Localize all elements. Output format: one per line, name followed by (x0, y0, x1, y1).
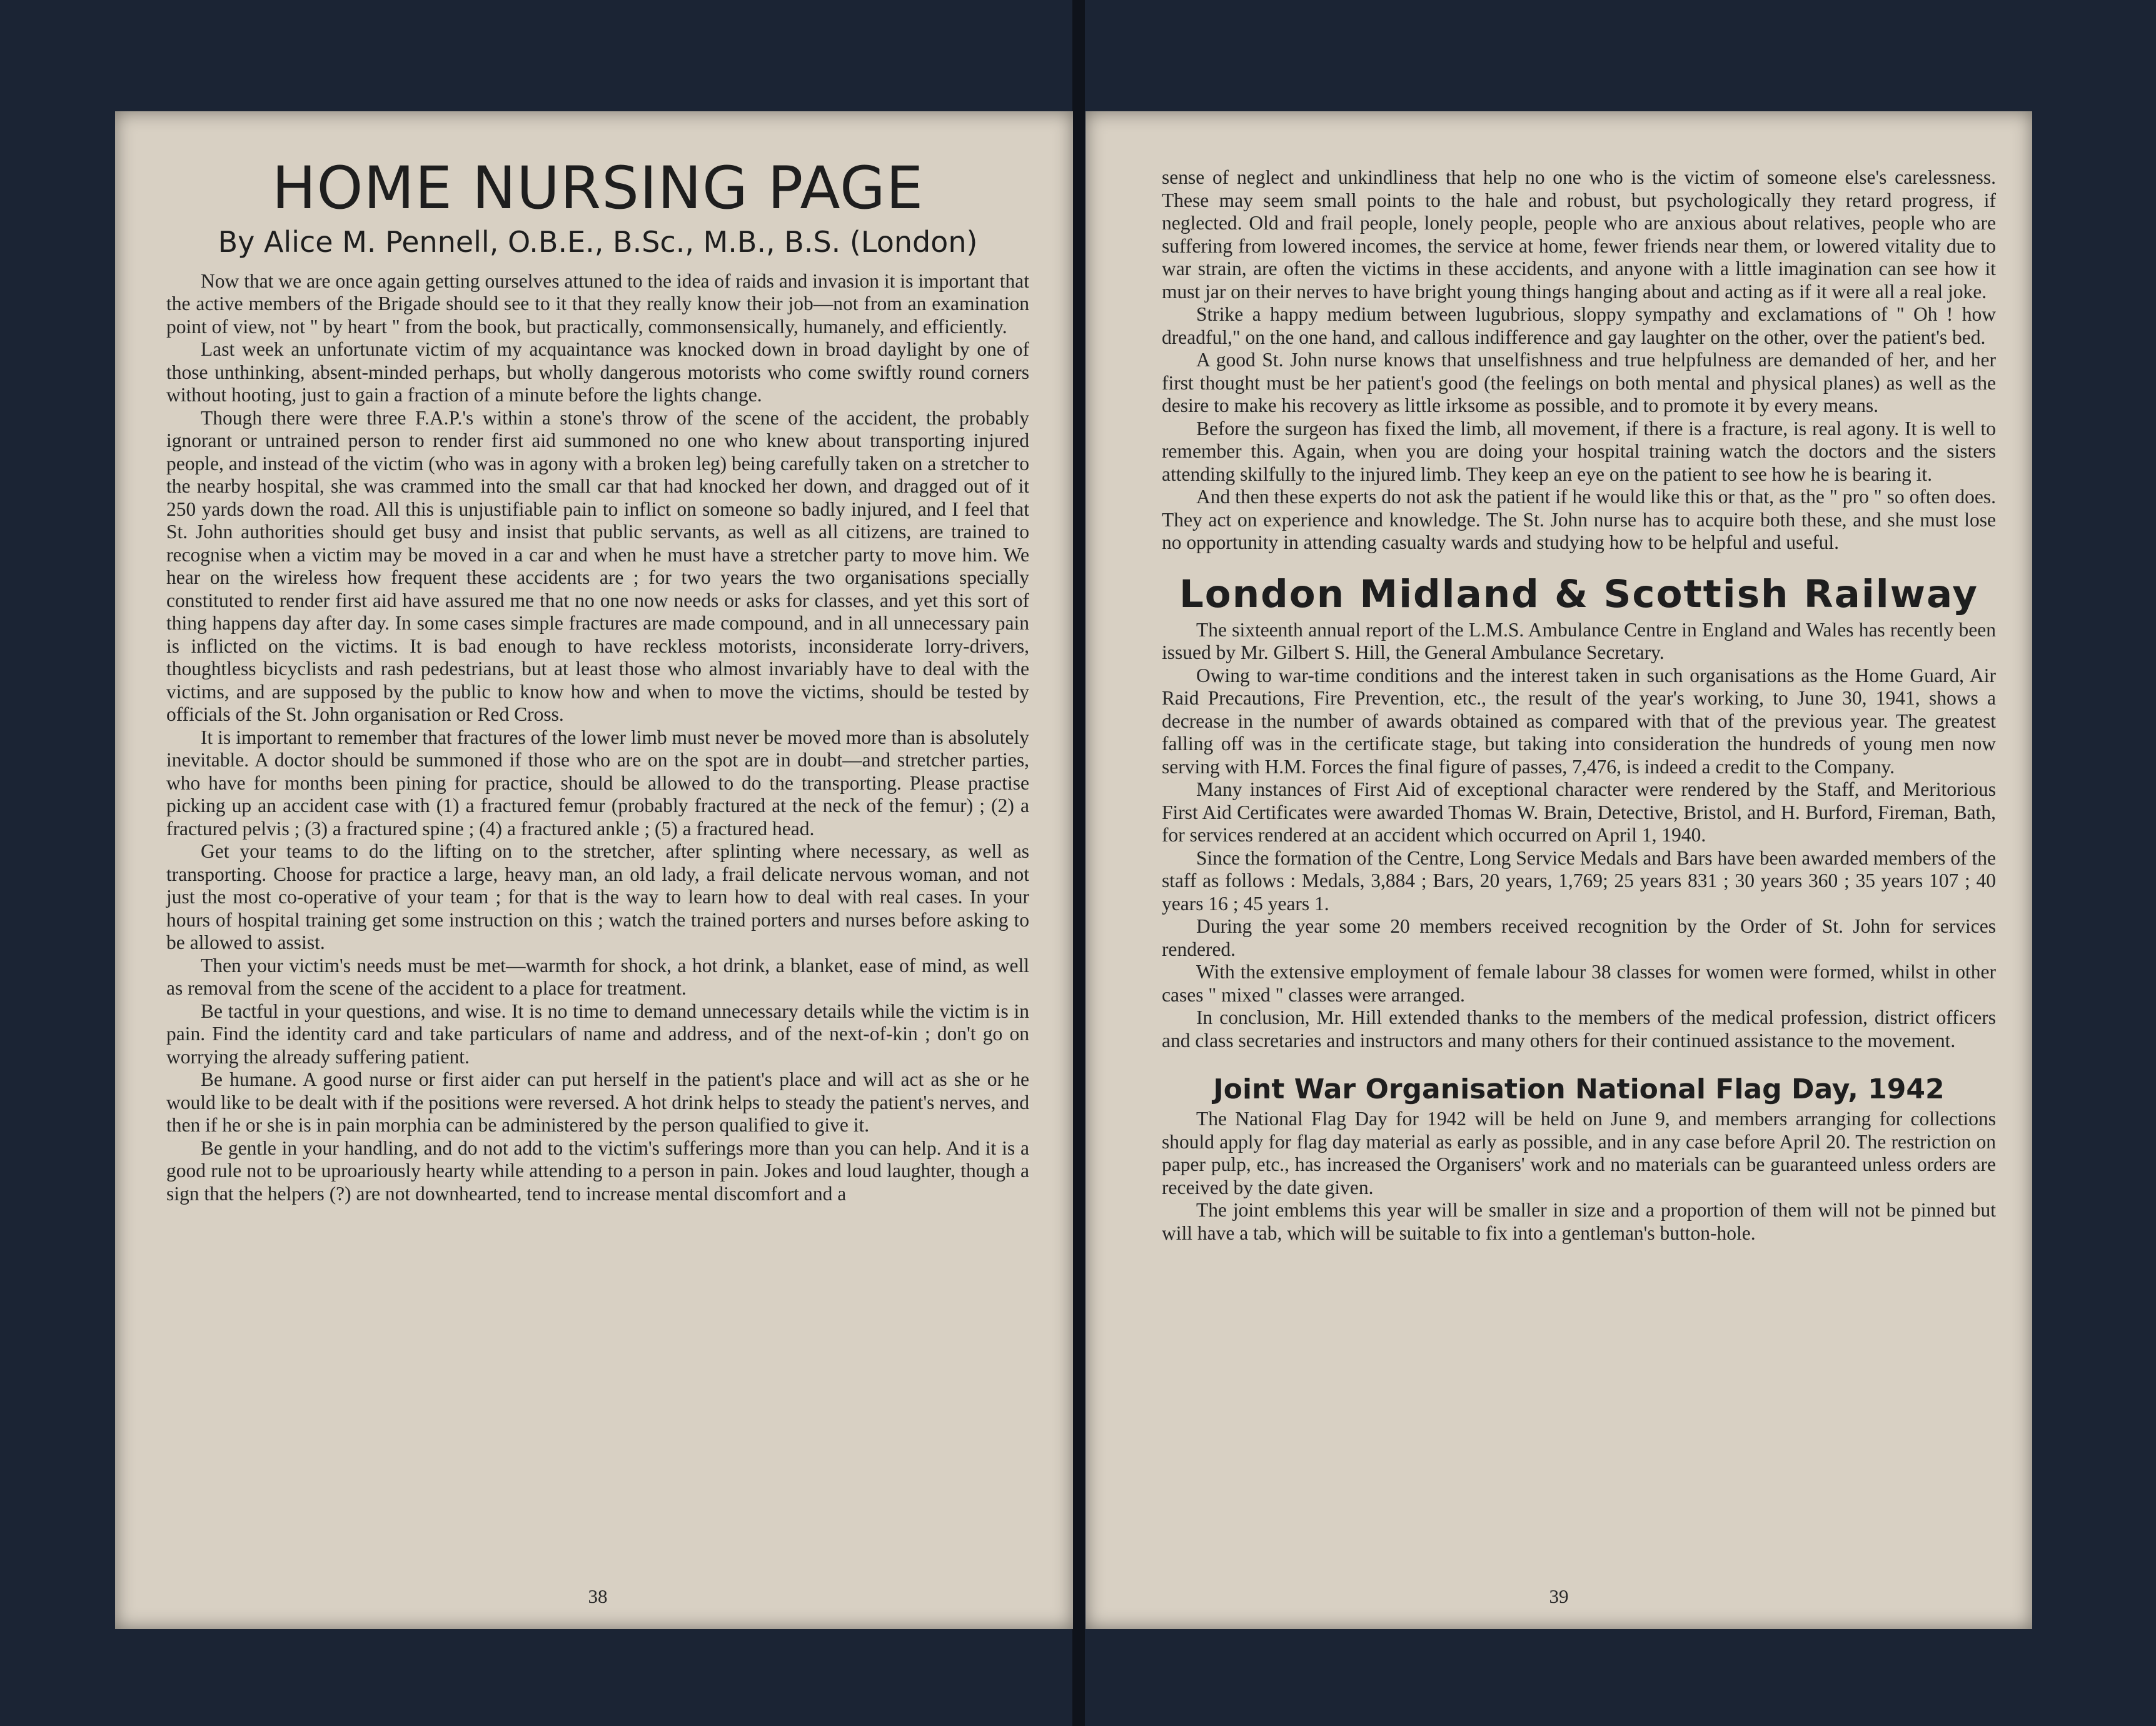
paragraph: With the extensive employment of female labour 38 classes for women were formed, whilst in other cases " mixed " classes were arranged. (1162, 961, 1996, 1006)
paragraph: Owing to war-time conditions and the interest taken in such organisations as the Home Guard, Air Raid Precautions, Fire Prevention, etc., the result of the year's working, to June 30, 1941, shows a decrease in the number of awards obtained as compared with that of the previous year. The greatest falling off was in the certificate stage, but taking into consideration the hundreds of young men now serving with H.M. Forces the final figure of passes, 7,476, is indeed a credit to the Company. (1162, 664, 1996, 778)
paragraph: Since the formation of the Centre, Long Service Medals and Bars have been awarded members of the staff as follows : Medals, 3,884 ; Bars, 20 years, 1,769; 25 years 831 ; 30 years 360 ; 35 years 107 ; 40 years 16 ; 45 years 1. (1162, 846, 1996, 915)
paragraph: A good St. John nurse knows that unselfishness and true helpfulness are demanded of her, and her first thought must be her patient's good (the feelings on both mental and physical planes) as well as the desire to make his recovery as little irksome as possible, and to promote it by every means. (1162, 349, 1996, 416)
paragraph: The sixteenth annual report of the L.M.S. Ambulance Centre in England and Wales has recently been issued by Mr. Gilbert S. Hill, the General Ambulance Secretary. (1162, 618, 1996, 663)
left-page (115, 111, 1073, 1629)
lms-heading: London Midland & Scottish Railway (1179, 571, 1979, 616)
left-column (166, 270, 1029, 1206)
book-spine (1072, 0, 1085, 1726)
paragraph: Before the surgeon has fixed the limb, all movement, if there is a fracture, is real agony. It is well to remember this. Again, when you are doing your hospital training watch the doctors and the sisters attending skilfully to the injured limb. They keep an eye on the patient to see how he is bearing it. (1162, 417, 1996, 485)
right-column (1162, 166, 1996, 1245)
page-number: 38 (588, 1585, 608, 1607)
paragraph: sense of neglect and unkindliness that help no one who is the victim of someone else's carelessness. These may seem small points to the hale and robust, but psychologically they retard progress, if neglected. Old and frail people, lonely people, people who are anxious about relatives, people who are suffering from lowered incomes, the service at home, fewer friends near them, or lowered vitality due to war strain, are often the victims in these accidents, and anyone with a little imagination can see how it must jar on their nerves to have bright young things hanging about and acting as if it were all a real joke. (1162, 166, 1996, 303)
paragraph: During the year some 20 members received recognition by the Order of St. John for services rendered. (1162, 915, 1996, 960)
paragraph: Many instances of First Aid of exceptional character were rendered by the Staff, and Meritorious First Aid Certificates were awarded Thomas W. Brain, Detective, Bristol, and H. Burford, Fireman, Bath, for services rendered at an accident which occurred on April 1, 1940. (1162, 778, 1996, 846)
paragraph: Now that we are once again getting ourselves attuned to the idea of raids and invasion it is important that the active members of the Brigade should see to it that they really know their job—not from an examination point of view, not " by heart " from the book, but practically, commonsensically, humanely, and efficiently. (166, 269, 1029, 338)
paragraph: Get your teams to do the lifting on to the stretcher, after splinting where necessary, as well as transporting. Choose for practice a large, heavy man, an old lady, a frail delicate nervous woman, and not just the most co-operative of your team ; for that is the way to learn how to deal with real cases. In your hours of hospital training get some instruction on this ; watch the trained porters and nurses before asking to be allowed to assist. (166, 840, 1029, 954)
flag-day-heading: Joint War Organisation National Flag Day, 1942 (1213, 1073, 1945, 1105)
paragraph: Be gentle in your handling, and do not add to the victim's sufferings more than you can help. And it is a good rule not to be uproariously hearty while attending to a person in pain. Jokes and loud laughter, though a sign that the helpers (?) are not downhearted, tend to increase mental discomfort and a (166, 1136, 1029, 1205)
page-title: HOME NURSING PAGE (271, 154, 924, 223)
paragraph: Then your victim's needs must be met—warmth for shock, a hot drink, a blanket, ease of mind, as well as removal from the scene of the accident to a place for treatment. (166, 954, 1029, 1000)
byline: By Alice M. Pennell, O.B.E., B.Sc., M.B., B.S. (London) (218, 224, 978, 259)
paragraph: The National Flag Day for 1942 will be held on June 9, and members arranging for collections should apply for flag day material as early as possible, and in any case before April 20. The restriction on paper pulp, etc., has increased the Organisers' work and no materials can be guaranteed unless orders are received by the date given. (1162, 1108, 1996, 1198)
paragraph: Strike a happy medium between lugubrious, sloppy sympathy and exclamations of " Oh ! how dreadful," on the one hand, and callous indifference and gay laughter on the other, over the patient's bed. (1162, 303, 1996, 348)
page-number: 39 (1549, 1585, 1569, 1607)
paragraph: Be tactful in your questions, and wise. It is no time to demand unnecessary details while the victim is in pain. Find the identity card and take particulars of name and address, and of the next-of-kin ; don't go on worrying the already suffering patient. (166, 1000, 1029, 1068)
paragraph: Be humane. A good nurse or first aider can put herself in the patient's place and will act as she or he would like to be dealt with if the positions were reversed. A hot drink helps to steady the patient's nerves, and then if he or she is in pain morphia can be administered by the person qualified to give it. (166, 1068, 1029, 1136)
right-page (1086, 111, 2032, 1629)
paragraph: In conclusion, Mr. Hill extended thanks to the members of the medical profession, district officers and class secretaries and instructors and many others for their continued assistance to the movement. (1162, 1006, 1996, 1051)
paragraph: Last week an unfortunate victim of my acquaintance was knocked down in broad daylight by one of those unthinking, absent-minded perhaps, but wholly dangerous motorists who come swiftly round corners without hooting, just to gain a fraction of a minute before the lights change. (166, 338, 1029, 406)
paragraph: And then these experts do not ask the patient if he would like this or that, as the " pro " so often does. They act on experience and knowledge. The St. John nurse has to acquire both these, and she must lose no opportunity in attending casualty wards and studying how to be helpful and useful. (1162, 486, 1996, 553)
paragraph: The joint emblems this year will be smaller in size and a proportion of them will not be pinned but will have a tab, which will be suitable to fix into a gentleman's button-hole. (1162, 1199, 1996, 1244)
paragraph: Though there were three F.A.P.'s within a stone's throw of the scene of the accident, the probably ignorant or untrained person to render first aid summoned no one who knew about transporting injured people, and instead of the victim (who was in agony with a broken leg) being carefully taken on a stretcher to the nearby hospital, she was crammed into the small car that had knocked her down, and dragged out of it 250 yards down the road. All this is unjustifiable pain to inflict on someone so badly injured, and I feel that St. John authorities should get busy and insist that public servants, as well as all citizens, are trained to recognise when a victim may be moved in a car and when he must have a stretcher party to move him. We hear on the wireless how frequent these accidents are ; for two years the two organisations specially constituted to render first aid have assured me that no one now needs or asks for classes, and yet this sort of thing happens day after day. In some cases simple fractures are made compound, and in all unnecessary pain is inflicted on the victims. It is bad enough to have reckless motorists, inconsiderate lorry-drivers, thoughtless bicyclists and rash pedestrians, but at least those who almost invariably have to deal with the victims, and are supposed by the public to know how and when to move the victims, should be tested by officials of the St. John organisation or Red Cross. (166, 406, 1029, 726)
paragraph: It is important to remember that fractures of the lower limb must never be moved more than is absolutely inevitable. A doctor should be summoned if those who are on the spot are in doubt—and stretcher parties, who have for months been pining for practice, should be allowed to do the transporting. Please practise picking up an accident case with (1) a fractured femur (probably fractured at the neck of the femur) ; (2) a fractured pelvis ; (3) a fractured spine ; (4) a fractured ankle ; (5) a fractured head. (166, 726, 1029, 840)
